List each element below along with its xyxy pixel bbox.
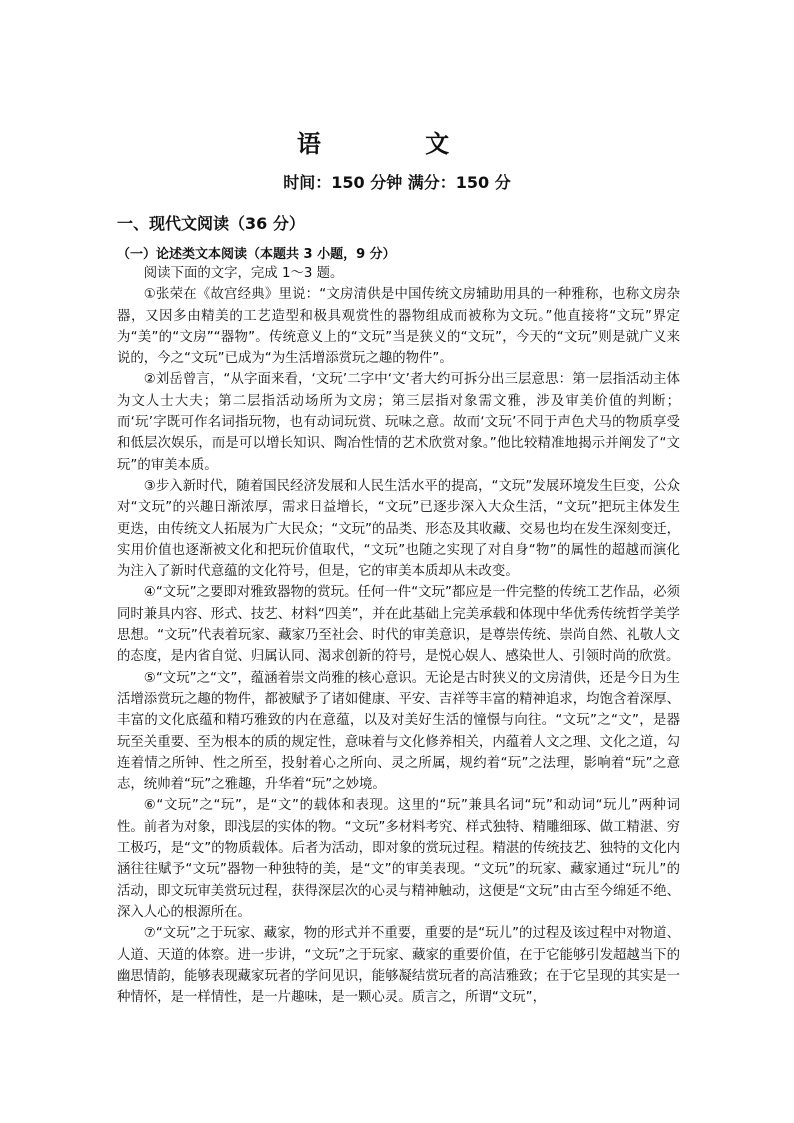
paragraph-6: ⑥“文玩”之“玩”，是“文”的载体和表现。这里的“玩”兼具名词“玩”和动词“玩儿”两种词性。前者为对象，即浅层的实体的物。“文玩”多材料考究、样式独特、精雕细琢、做工精湛、穷工极巧，是“文”的物质载体。后者为活动，即对象的赏玩过程。精湛的传统技艺、独特的文化内涵往往赋予“文玩”器物一种独特的美，是“文”的审美表现。“文玩”的玩家、藏家通过“玩儿”的活动，即文玩审美赏玩过程，获得深层次的心灵与精神触动，这便是“文玩”由古至今绵延不绝、深入人心的根源所在。 [117,798,680,920]
paragraph-4: ④“文玩”之要即对雅致器物的赏玩。任何一件“文玩”都应是一件完整的传统工艺作品，必须同时兼具内容、形式、技艺、材料“四美”，并在此基础上完美承载和体现中华优秀传统哲学美学思想。“文玩”代表着玩家、藏家乃至社会、时代的审美意识，是尊崇传统、崇尚自然、礼敬人文的态度，是内省自觉、归属认同、渴求创新的符号，是悦心娱人、感染世人、引领时尚的欣赏。 [117,585,680,665]
paragraph-2: ②刘岳曾言，“从字面来看，‘文玩’二字中‘文’者大约可拆分出三层意思：第一层指活动主体为文人士大夫；第二层指活动场所为文房；第三层指对象需文雅，涉及审美价值的判断；而‘玩’字既可作名词指玩物，也有动词玩赏、玩味之意。故而‘文玩’不同于声色犬马的物质享受和低层次娱乐，而是可以增长知识、陶冶性情的艺术欣赏对象。”他比较精准地揭示并阐发了“文玩”的审美本质。 [117,372,680,473]
section-heading: 一、现代文阅读（36 分） [117,214,305,233]
paragraph-5: ⑤“文玩”之“文”，蕴涵着崇文尚雅的核心意识。无论是古时狭义的文房清供，还是今日为生活增添赏玩之趣的物件，都被赋予了诸如健康、平安、吉祥等丰富的精神追求，均饱含着深厚、丰富的文化底蕴和精巧雅致的内在意蕴，以及对美好生活的憧憬与向往。“文玩”之“文”，是器玩至关重要、至为根本的质的规定性，意味着与文化修养相关，内蕴着人文之理、文化之道，勾连着情之所钟、性之所至，投射着心之所向、灵之所属，规约着“玩”之法理，影响着“玩”之意志，统帅着“玩”之雅趣，升华着“玩”之妙境。 [117,670,680,793]
page-title: 语 文 [296,130,498,158]
paragraph-1: ①张荣在《故宫经典》里说：“文房清供是中国传统文房辅助用具的一种雅称，也称文房杂器，又因多由精美的工艺造型和极具观赏性的器物组成而被称为文玩。”他直接将“文玩”界定为“美”的“文房”“器物”。传统意义上的“文玩”当是狭义的“文玩”，今天的“文玩”则是就广义来说的，今之“文玩”已成为“为生活增添赏玩之趣的物件”。 [117,287,680,367]
instruction-text: 阅读下面的文字，完成 1～3 题。 [143,266,344,281]
subsection-heading: （一）论述类文本阅读（本题共 3 小题，9 分） [117,247,396,262]
paragraph-7: ⑦“文玩”之于玩家、藏家，物的形式并不重要，重要的是“玩儿”的过程及该过程中对物道、人道、天道的体察。进一步讲，“文玩”之于玩家、藏家的重要价值，在于它能够引发超越当下的幽思情韵，能够表现藏家玩者的学问见识，能够凝结赏玩者的高洁雅致；在于它呈现的其实是一种情怀，是一样情性，是一片趣味，是一颗心灵。质言之，所谓“文玩”， [117,926,680,1006]
paragraph-3: ③步入新时代，随着国民经济发展和人民生活水平的提高，“文玩”发展环境发生巨变，公众对“文玩”的兴趣日渐浓厚，需求日益增长，“文玩”已逐步深入大众生活，“文玩”把玩主体发生更迭，由传统文人拓展为广大民众；“文玩”的品类、形态及其收藏、交易也均在发生深刻变迁，实用价值也逐渐被文化和把玩价值取代，“文玩”也随之实现了对自身“物”的属性的超越而演化为注入了新时代意蕴的文化符号，但是，它的审美本质却从未改变。 [117,478,680,580]
exam-time-info: 时间：150 分钟 满分：150 分 [283,173,511,192]
reading-passage [117,263,680,1008]
